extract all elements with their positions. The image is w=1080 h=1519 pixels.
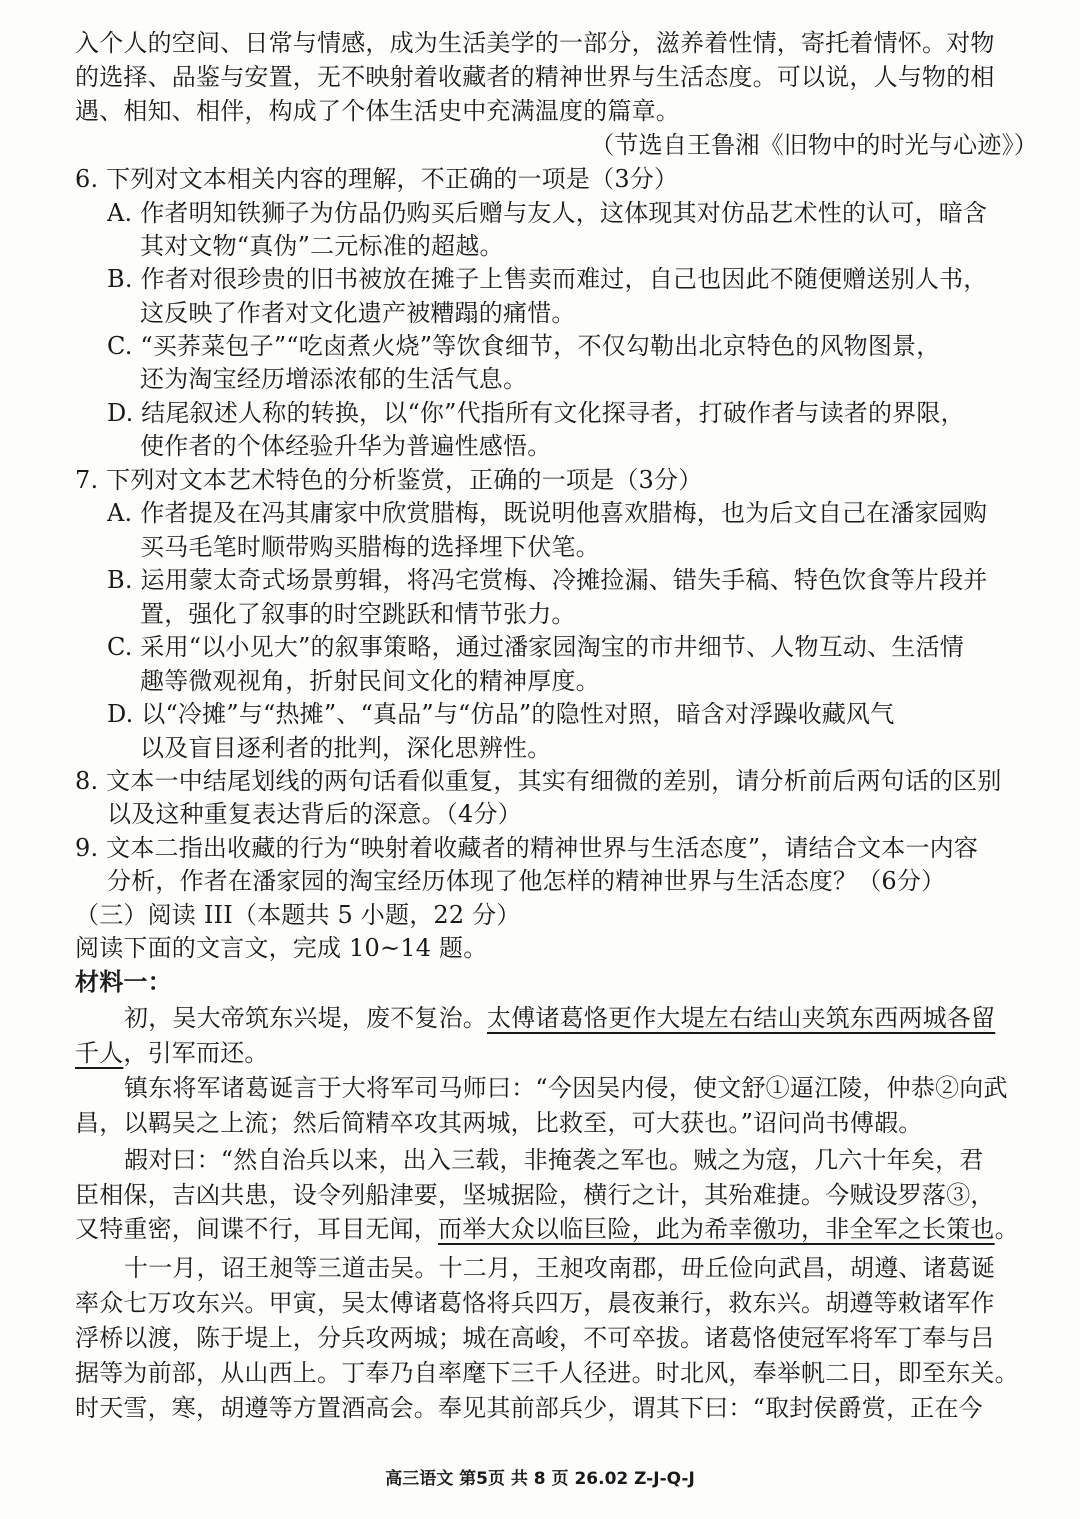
classical-paragraph-3: 嘏对曰：“然自治兵以来，出入三载，非掩袭之军也。贼之为寇，几六十年矣，君 xyxy=(124,1146,984,1174)
q7-option-a-cont: 买马毛笔时顺带购买腊梅的选择埋下伏笔。 xyxy=(140,533,600,561)
underlined-sentence: 太傅诸葛恪更作大堤左右结山夹筑东西两城各留 xyxy=(487,1004,996,1032)
q6-option-d-cont: 使作者的个体经验升华为普遍性感悟。 xyxy=(140,432,552,460)
classical-paragraph-4-cont: 率众七万攻东兴。甲寅，吴太傅诸葛恪将兵四万，晨夜兼行，救东兴。胡遵等敕诸军作 xyxy=(75,1289,995,1317)
q7-option-c: C. 采用“以小见大”的叙事策略，通过潘家园淘宝的市井细节、人物互动、生活情 xyxy=(107,633,964,661)
q7-option-a: A. 作者提及在冯其庸家中欣赏腊梅，既说明他喜欢腊梅，也为后文自己在潘家园购 xyxy=(107,499,988,527)
classical-paragraph-4: 十一月，诏王昶等三道击吴。十二月，王昶攻南郡，毌丘俭向武昌，胡遵、诸葛诞 xyxy=(124,1254,996,1282)
classical-paragraph-3-cont xyxy=(75,1212,1040,1246)
q6-option-c-cont: 还为淘宝经历增添浓郁的生活气息。 xyxy=(140,365,528,393)
question-8: 8. 文本一中结尾划线的两句话看似重复，其实有细微的差别，请分析前后两句话的区别 xyxy=(75,767,1002,795)
underlined-sentence: 千人 xyxy=(75,1039,124,1067)
underlined-sentence: 而举大众以临巨险，此为希幸徼功，非全军之长策也 xyxy=(438,1215,995,1243)
question-6-stem: 6. 下列对文本相关内容的理解，不正确的一项是（3分） xyxy=(75,165,679,193)
classical-paragraph-4-cont: 时天雪，寒，胡遵等方置酒高会。奉见其前部兵少，谓其下曰：“取封侯爵赏，正在今 xyxy=(75,1394,983,1422)
passage-line: 入个人的空间、日常与情感，成为生活美学的一部分，滋养着性情，寄托着情怀。对物 xyxy=(75,29,995,57)
section-instruction: 阅读下面的文言文，完成 10~14 题。 xyxy=(75,934,488,962)
classical-paragraph-1-cont xyxy=(75,1036,1040,1070)
q6-option-a-cont: 其对文物“真伪”二元标准的超越。 xyxy=(140,232,504,260)
q7-option-d-cont: 以及盲目逐利者的批判，深化思辨性。 xyxy=(140,734,552,762)
question-9-cont: 分析，作者在潘家园的淘宝经历体现了他怎样的精神世界与生活态度？（6分） xyxy=(107,867,946,895)
q6-option-a: A. 作者明知铁狮子为仿品仍购买后赠与友人，这体现其对仿品艺术性的认可，暗含 xyxy=(107,199,988,227)
classical-paragraph-1 xyxy=(124,1001,1040,1035)
section-heading: （三）阅读 III（本题共 5 小题，22 分） xyxy=(75,901,521,929)
classical-paragraph-4-cont: 据等为前部，从山西上。丁奉乃自率麾下三千人径进。时北风，奉举帆二日，即至东关。 xyxy=(75,1359,1019,1387)
classical-paragraph-4-cont: 浮桥以渡，陈于堤上，分兵攻两城；城在高峻，不可卒拔。诸葛恪使冠军将军丁奉与吕 xyxy=(75,1324,995,1352)
q7-option-d: D. 以“冷摊”与“热摊”、“真品”与“仿品”的隐性对照，暗含对浮躁收藏风气 xyxy=(107,700,895,728)
classical-text: ，引军而还。 xyxy=(123,1039,269,1067)
passage-line: 遇、相知、相伴，构成了个体生活史中充满温度的篇章。 xyxy=(75,97,680,125)
question-7-stem: 7. 下列对文本艺术特色的分析鉴赏，正确的一项是（3分） xyxy=(75,466,703,494)
material-label: 材料一： xyxy=(75,967,172,996)
question-8-cont: 以及这种重复表达背后的深意。（4分） xyxy=(107,800,522,828)
passage-line: 的选择、品鉴与安置，无不映射着收藏者的精神世界与生活态度。可以说，人与物的相 xyxy=(75,63,995,91)
classical-paragraph-3-cont: 臣相保，吉凶共患，设令列船津要，坚城据险，横行之计，其殆难捷。今贼设罗落③， xyxy=(75,1181,995,1209)
classical-text: 又特重密，间谍不行，耳目无闻， xyxy=(75,1215,438,1243)
q6-option-c: C. “买荞菜包子”“吃卤煮火烧”等饮食细节，不仅勾勒出北京特色的风物图景， xyxy=(107,332,941,360)
passage-source: （节选自王鲁湘《旧物中的时光与心迹》） xyxy=(590,131,1038,159)
classical-paragraph-2-cont: 昌，以羁吴之上流；然后简精卒攻其两城，比救至，可大获也。”诏问尚书傅嘏。 xyxy=(75,1109,923,1137)
question-9: 9. 文本二指出收藏的行为“映射着收藏者的精神世界与生活态度”，请结合文本一内容 xyxy=(75,834,979,862)
q6-option-d: D. 结尾叙述人称的转换，以“你”代指所有文化探寻者，打破作者与读者的界限， xyxy=(107,399,965,427)
classical-text: 初，吴大帝筑东兴堤，废不复治。 xyxy=(124,1004,487,1032)
classical-paragraph-2: 镇东将军诸葛诞言于大将军司马师曰：“今因吴内侵，使文舒①逼江陵，仲恭②向武 xyxy=(124,1074,1008,1102)
q7-option-b-cont: 置，强化了叙事的时空跳跃和情节张力。 xyxy=(140,600,576,628)
classical-text: 。 xyxy=(994,1215,1019,1243)
q7-option-c-cont: 趣等微观视角，折射民间文化的精神厚度。 xyxy=(140,667,600,695)
page-footer: 高三语文 第5页 共 8 页 26.02 Z-J-Q-J xyxy=(385,1469,695,1489)
q6-option-b-cont: 这反映了作者对文化遗产被糟蹋的痛惜。 xyxy=(140,299,576,327)
q6-option-b: B. 作者对很珍贵的旧书被放在摊子上售卖而难过，自己也因此不随便赠送别人书， xyxy=(107,265,988,293)
q7-option-b: B. 运用蒙太奇式场景剪辑，将冯宅赏梅、冷摊捡漏、错失手稿、特色饮食等片段并 xyxy=(107,566,988,594)
